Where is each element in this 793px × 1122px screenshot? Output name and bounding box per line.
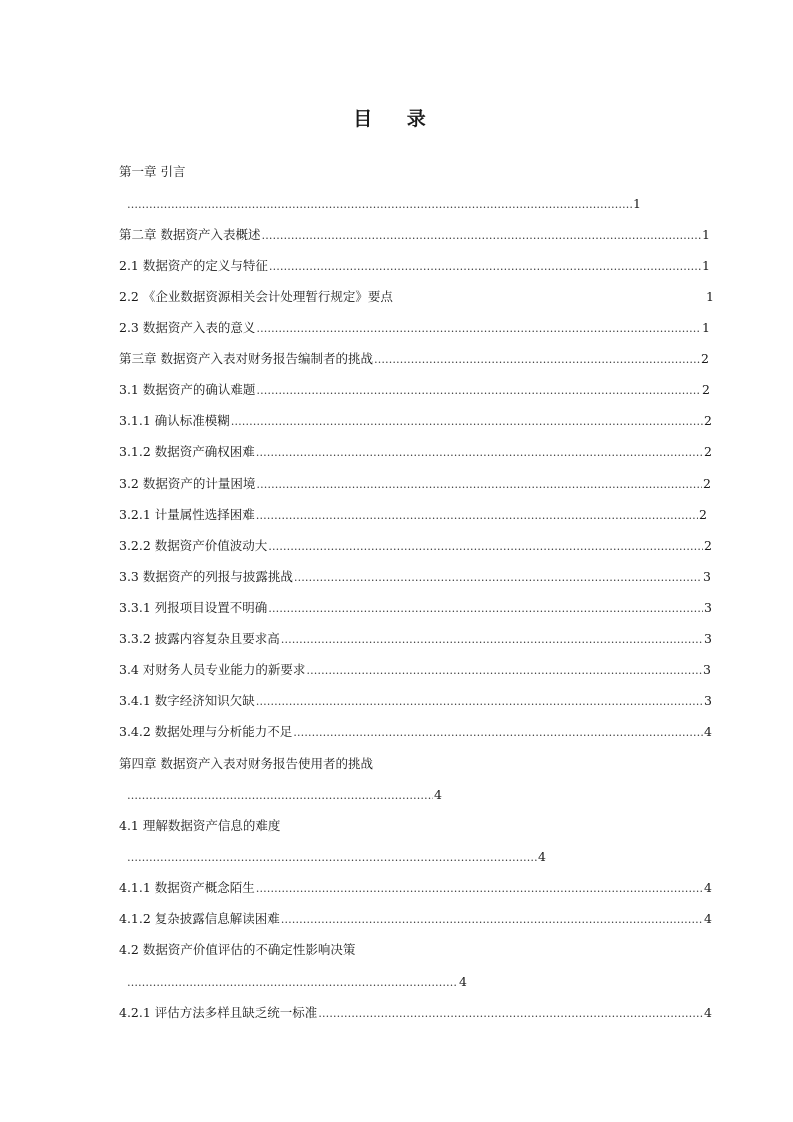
toc-entry[interactable] xyxy=(119,349,709,369)
toc-entry-page: 2 xyxy=(701,351,709,366)
toc-title: 目 录 xyxy=(353,108,440,130)
toc-entry-page: 2 xyxy=(704,538,712,553)
toc-entry-page: 3 xyxy=(704,693,712,708)
toc-entry-page: 4 xyxy=(434,787,442,802)
toc-entry-page: 1 xyxy=(702,320,710,335)
toc-entry-label: 3.2.2 数据资产价值波动大 xyxy=(119,538,268,553)
toc-entry-label: 4.2 数据资产价值评估的不确定性影响决策 xyxy=(119,942,356,957)
toc-entry-continuation[interactable] xyxy=(119,847,546,867)
toc-entry-page: 3 xyxy=(703,569,711,584)
toc-entry-continuation[interactable] xyxy=(119,194,641,214)
toc-entry-page: 1 xyxy=(633,196,641,211)
toc-entry-label: 第四章 数据资产入表对财务报告使用者的挑战 xyxy=(119,756,373,771)
dot-leader xyxy=(256,381,701,401)
dot-leader xyxy=(127,973,458,993)
dot-leader xyxy=(127,786,433,806)
toc-entry-label: 3.1.1 确认标准模糊 xyxy=(119,413,230,428)
toc-entry[interactable] xyxy=(119,318,710,338)
toc-entry[interactable] xyxy=(119,816,419,836)
dot-leader xyxy=(127,195,632,215)
toc-entry-label: 4.1.2 复杂披露信息解读困难 xyxy=(119,911,280,926)
toc-entry-page: 2 xyxy=(704,444,712,459)
dot-leader xyxy=(306,661,702,681)
dot-leader xyxy=(293,723,703,743)
toc-entry-label: 第二章 数据资产入表概述 xyxy=(119,227,261,242)
toc-entry-page: 4 xyxy=(704,1005,712,1020)
dot-leader xyxy=(374,350,700,370)
toc-entry-label: 4.1 理解数据资产信息的难度 xyxy=(119,818,281,833)
toc-entry-label: 4.1.1 数据资产概念陌生 xyxy=(119,880,255,895)
dot-leader xyxy=(318,1004,703,1024)
toc-entry[interactable] xyxy=(119,940,519,960)
dot-leader xyxy=(256,879,703,899)
dot-leader xyxy=(256,319,701,339)
toc-entry-label: 2.2 《企业数据资源相关会计处理暂行规定》要点 xyxy=(119,289,393,304)
toc-entry[interactable] xyxy=(119,411,712,431)
toc-entry[interactable] xyxy=(119,225,710,245)
toc-entry[interactable] xyxy=(119,567,711,587)
toc-entry-page: 1 xyxy=(706,289,714,304)
toc-entry[interactable] xyxy=(119,1003,712,1023)
toc-entry-page: 2 xyxy=(702,382,710,397)
toc-entry-page: 4 xyxy=(704,724,712,739)
toc-entry-page: 4 xyxy=(704,911,712,926)
toc-entry-page: 2 xyxy=(699,507,707,522)
toc-entry-label: 3.1 数据资产的确认难题 xyxy=(119,382,256,397)
dot-leader xyxy=(268,599,703,619)
toc-entry-page: 2 xyxy=(703,476,711,491)
toc-entry[interactable] xyxy=(119,878,712,898)
dot-leader xyxy=(294,568,702,588)
toc-entry-page: 4 xyxy=(538,849,546,864)
toc-entry-page: 3 xyxy=(703,662,711,677)
toc-entry[interactable] xyxy=(119,162,419,182)
dot-leader xyxy=(127,848,537,868)
toc-entry-continuation[interactable] xyxy=(119,972,467,992)
toc-entry[interactable] xyxy=(119,380,710,400)
toc-entry-page: 3 xyxy=(704,600,712,615)
toc-entry-label: 3.3 数据资产的列报与披露挑战 xyxy=(119,569,293,584)
toc-entry-label: 4.2.1 评估方法多样且缺乏统一标准 xyxy=(119,1005,318,1020)
toc-entry-label: 3.3.1 列报项目设置不明确 xyxy=(119,600,268,615)
toc-entry-label: 第一章 引言 xyxy=(119,164,186,179)
toc-entry-page: 4 xyxy=(459,974,467,989)
toc-entry-page: 1 xyxy=(702,258,710,273)
toc-entry[interactable] xyxy=(119,722,712,742)
toc-entry[interactable] xyxy=(119,442,712,462)
toc-entry-label: 第三章 数据资产入表对财务报告编制者的挑战 xyxy=(119,351,373,366)
toc-entry[interactable] xyxy=(119,536,712,556)
toc-entry-page: 4 xyxy=(704,880,712,895)
dot-leader xyxy=(256,506,698,526)
dot-leader xyxy=(231,412,703,432)
toc-entry-label: 2.1 数据资产的定义与特征 xyxy=(119,258,268,273)
dot-leader xyxy=(261,226,701,246)
toc-entry-page: 1 xyxy=(702,227,710,242)
toc-entry-label: 3.2 数据资产的计量困境 xyxy=(119,476,256,491)
toc-entry-label: 3.4.1 数字经济知识欠缺 xyxy=(119,693,255,708)
toc-entry[interactable] xyxy=(119,474,711,494)
toc-entry[interactable] xyxy=(119,754,539,774)
toc-entry[interactable] xyxy=(119,909,712,929)
toc-entry-label: 3.1.2 数据资产确权困难 xyxy=(119,444,255,459)
toc-entry[interactable] xyxy=(119,598,712,618)
dot-leader xyxy=(281,910,703,930)
toc-entry[interactable] xyxy=(119,505,707,525)
toc-entry[interactable] xyxy=(119,691,712,711)
toc-entry-page: 2 xyxy=(704,413,712,428)
toc-entry[interactable] xyxy=(119,660,711,680)
dot-leader xyxy=(256,475,702,495)
dot-leader xyxy=(256,443,703,463)
toc-entry-page: 3 xyxy=(704,631,712,646)
toc-entry-label: 3.4 对财务人员专业能力的新要求 xyxy=(119,662,306,677)
dot-leader xyxy=(269,257,701,277)
toc-entry[interactable] xyxy=(119,287,714,307)
toc-entry-continuation[interactable] xyxy=(119,785,442,805)
dot-leader xyxy=(256,692,703,712)
toc-entry-label: 3.3.2 披露内容复杂且要求高 xyxy=(119,631,280,646)
toc-entry[interactable] xyxy=(119,256,710,276)
toc-entry-label: 3.2.1 计量属性选择困难 xyxy=(119,507,255,522)
dot-leader xyxy=(281,630,703,650)
toc-entry[interactable] xyxy=(119,629,712,649)
dot-leader xyxy=(268,537,703,557)
toc-entry-label: 3.4.2 数据处理与分析能力不足 xyxy=(119,724,293,739)
toc-entry-label: 2.3 数据资产入表的意义 xyxy=(119,320,256,335)
